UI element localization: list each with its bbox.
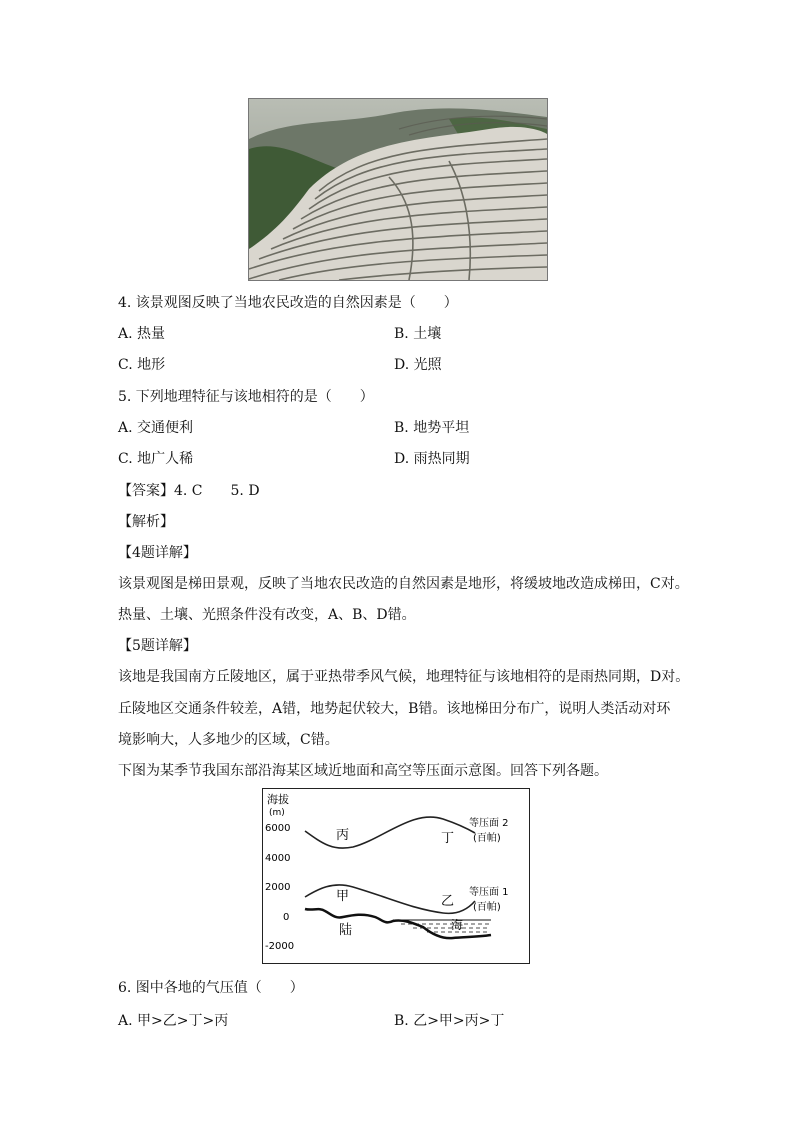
tick-label: 0 [283,912,290,923]
surface-1-label: 等压面 1 [469,887,509,898]
q4-option-d: D. 光照 [394,357,442,373]
q4-detail-line: 热量、土壤、光照条件没有改变，A、B、D错。 [118,607,416,623]
tick-label: -2000 [265,941,295,952]
analysis-title: 【解析】 [118,514,174,530]
tick-label: 6000 [265,823,291,834]
point-yi-label: 乙 [441,894,455,909]
answer-line: 【答案】4. C 5. D [118,483,260,499]
q4-option-c: C. 地形 [118,357,166,373]
q4-option-a: A. 热量 [118,326,166,342]
isobaric-surface-diagram [262,788,530,964]
point-ding-label: 丁 [441,831,455,846]
surface-2-unit: (百帕) [473,833,501,844]
point-bing-label: 丙 [336,828,350,843]
q5-option-d: D. 雨热同期 [394,451,470,467]
point-jia-label: 甲 [336,889,350,904]
tick-label: 2000 [265,882,291,893]
q5-option-b: B. 地势平坦 [394,420,470,436]
q5-detail-line: 该地是我国南方丘陵地区，属于亚热带季风气候，地理特征与该地相符的是雨热同期，D对。 [118,669,690,685]
question-4-stem: 4. 该景观图反映了当地农民改造的自然因素是（ ） [118,295,458,311]
question-5-stem: 5. 下列地理特征与该地相符的是（ ） [118,389,374,405]
land-surface-line [305,909,491,938]
sea-water-hatching [401,924,489,932]
q4-detail-line: 该景观图是梯田景观，反映了当地农民改造的自然因素是地形，将缓坡地改造成梯田，C对。 [118,576,689,592]
q5-detail-line: 丘陵地区交通条件较差，A错，地势起伏较大，B错。该地梯田分布广，说明人类活动对环 [118,701,671,717]
y-axis-unit: (m) [269,808,285,818]
question-6-stem: 6. 图中各地的气压值（ ） [118,980,304,996]
q6-option-a: A. 甲>乙>丁>丙 [118,1013,229,1029]
q5-detail-title: 【5题详解】 [118,638,197,654]
q4-detail-title: 【4题详解】 [118,545,197,561]
surface-1-unit: (百帕) [473,902,501,913]
y-axis-label: 海拔 [267,793,289,806]
q5-detail-line: 境影响大，人多地少的区域，C错。 [118,732,339,748]
tick-label: 4000 [265,853,291,864]
surface-2-label: 等压面 2 [469,818,509,829]
q6-option-b: B. 乙>甲>丙>丁 [394,1013,505,1029]
sea-label: 海 [451,918,464,932]
q5-option-c: C. 地广人稀 [118,451,194,467]
q4-option-b: B. 土壤 [394,326,442,342]
q5-option-a: A. 交通便利 [118,420,194,436]
rice-terrace-illustration [249,99,547,280]
rice-terrace-photo [248,98,548,281]
diagram-intro: 下图为某季节我国东部沿海某区域近地面和高空等压面示意图。回答下列各题。 [118,763,608,779]
land-label: 陆 [339,923,353,938]
